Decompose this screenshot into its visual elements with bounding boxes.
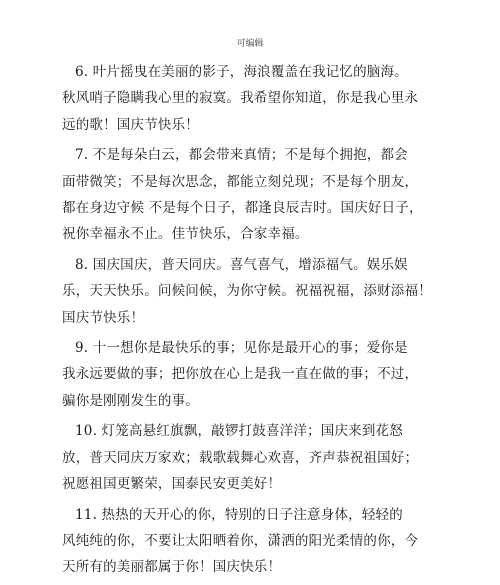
paragraph-line: 秋风哨子隐瞒我心里的寂寞。我希望你知道，你是我心里永 <box>62 90 419 107</box>
paragraph-line: 8. 国庆国庆，普天同庆。喜气喜气，增添福气。娱乐娱 <box>75 256 408 273</box>
paragraph-line: 9. 十一想你是最快乐的事；见你是最开心的事；爱你是 <box>75 340 408 357</box>
paragraph-line: 祝愿祖国更繁荣，国泰民安更美好！ <box>62 476 282 493</box>
paragraph-line: 祝你幸福永不止。佳节快乐，合家幸福。 <box>62 226 309 243</box>
paragraph-10 <box>62 418 452 497</box>
paragraph-8 <box>62 252 452 331</box>
paragraph-line: 乐，天天快乐。问候问候，为你守候。祝福祝福，添财添福！ <box>62 283 432 300</box>
paragraph-line: 放，普天同庆万家欢；载歌载舞心欢喜，齐声恭祝祖国好； <box>62 449 419 466</box>
paragraph-line: 天所有的美丽都属于你！国庆快乐！ <box>62 559 282 576</box>
paragraph-6 <box>62 59 452 138</box>
page-header: 可编辑 <box>236 39 264 49</box>
document-body <box>62 59 452 585</box>
paragraph-line: 面带微笑；不是每次思念，都能立刻兑现；不是每个朋友， <box>62 173 419 190</box>
paragraph-11 <box>62 502 452 581</box>
paragraph-line: 骗你是刚刚发生的事。 <box>62 392 199 409</box>
paragraph-line: 远的歌！国庆节快乐！ <box>62 116 199 133</box>
paragraph-line: 11. 热热的天开心的你，特别的日子注意身体，轻轻的 <box>75 506 403 523</box>
paragraph-line: 6. 叶片摇曳在美丽的影子，海浪覆盖在我记忆的脑海。 <box>75 64 408 80</box>
paragraph-9 <box>62 335 452 414</box>
paragraph-line: 都在身边守候 不是每个日子，都逢良辰吉时。国庆好日子， <box>62 200 423 217</box>
paragraph-7 <box>62 142 452 248</box>
paragraph-line: 10. 灯笼高悬红旗飘，敲锣打鼓喜洋洋；国庆来到花怒 <box>75 423 403 440</box>
paragraph-line: 我永远要做的事；把你放在心上是我一直在做的事；不过， <box>62 366 419 383</box>
paragraph-line: 7. 不是每朵白云，都会带来真情；不是每个拥抱，都会 <box>75 147 408 164</box>
paragraph-line: 国庆节快乐！ <box>62 309 145 326</box>
paragraph-line: 风纯纯的你，不要让太阳晒着你，潇洒的阳光柔情的你，今 <box>62 532 419 549</box>
